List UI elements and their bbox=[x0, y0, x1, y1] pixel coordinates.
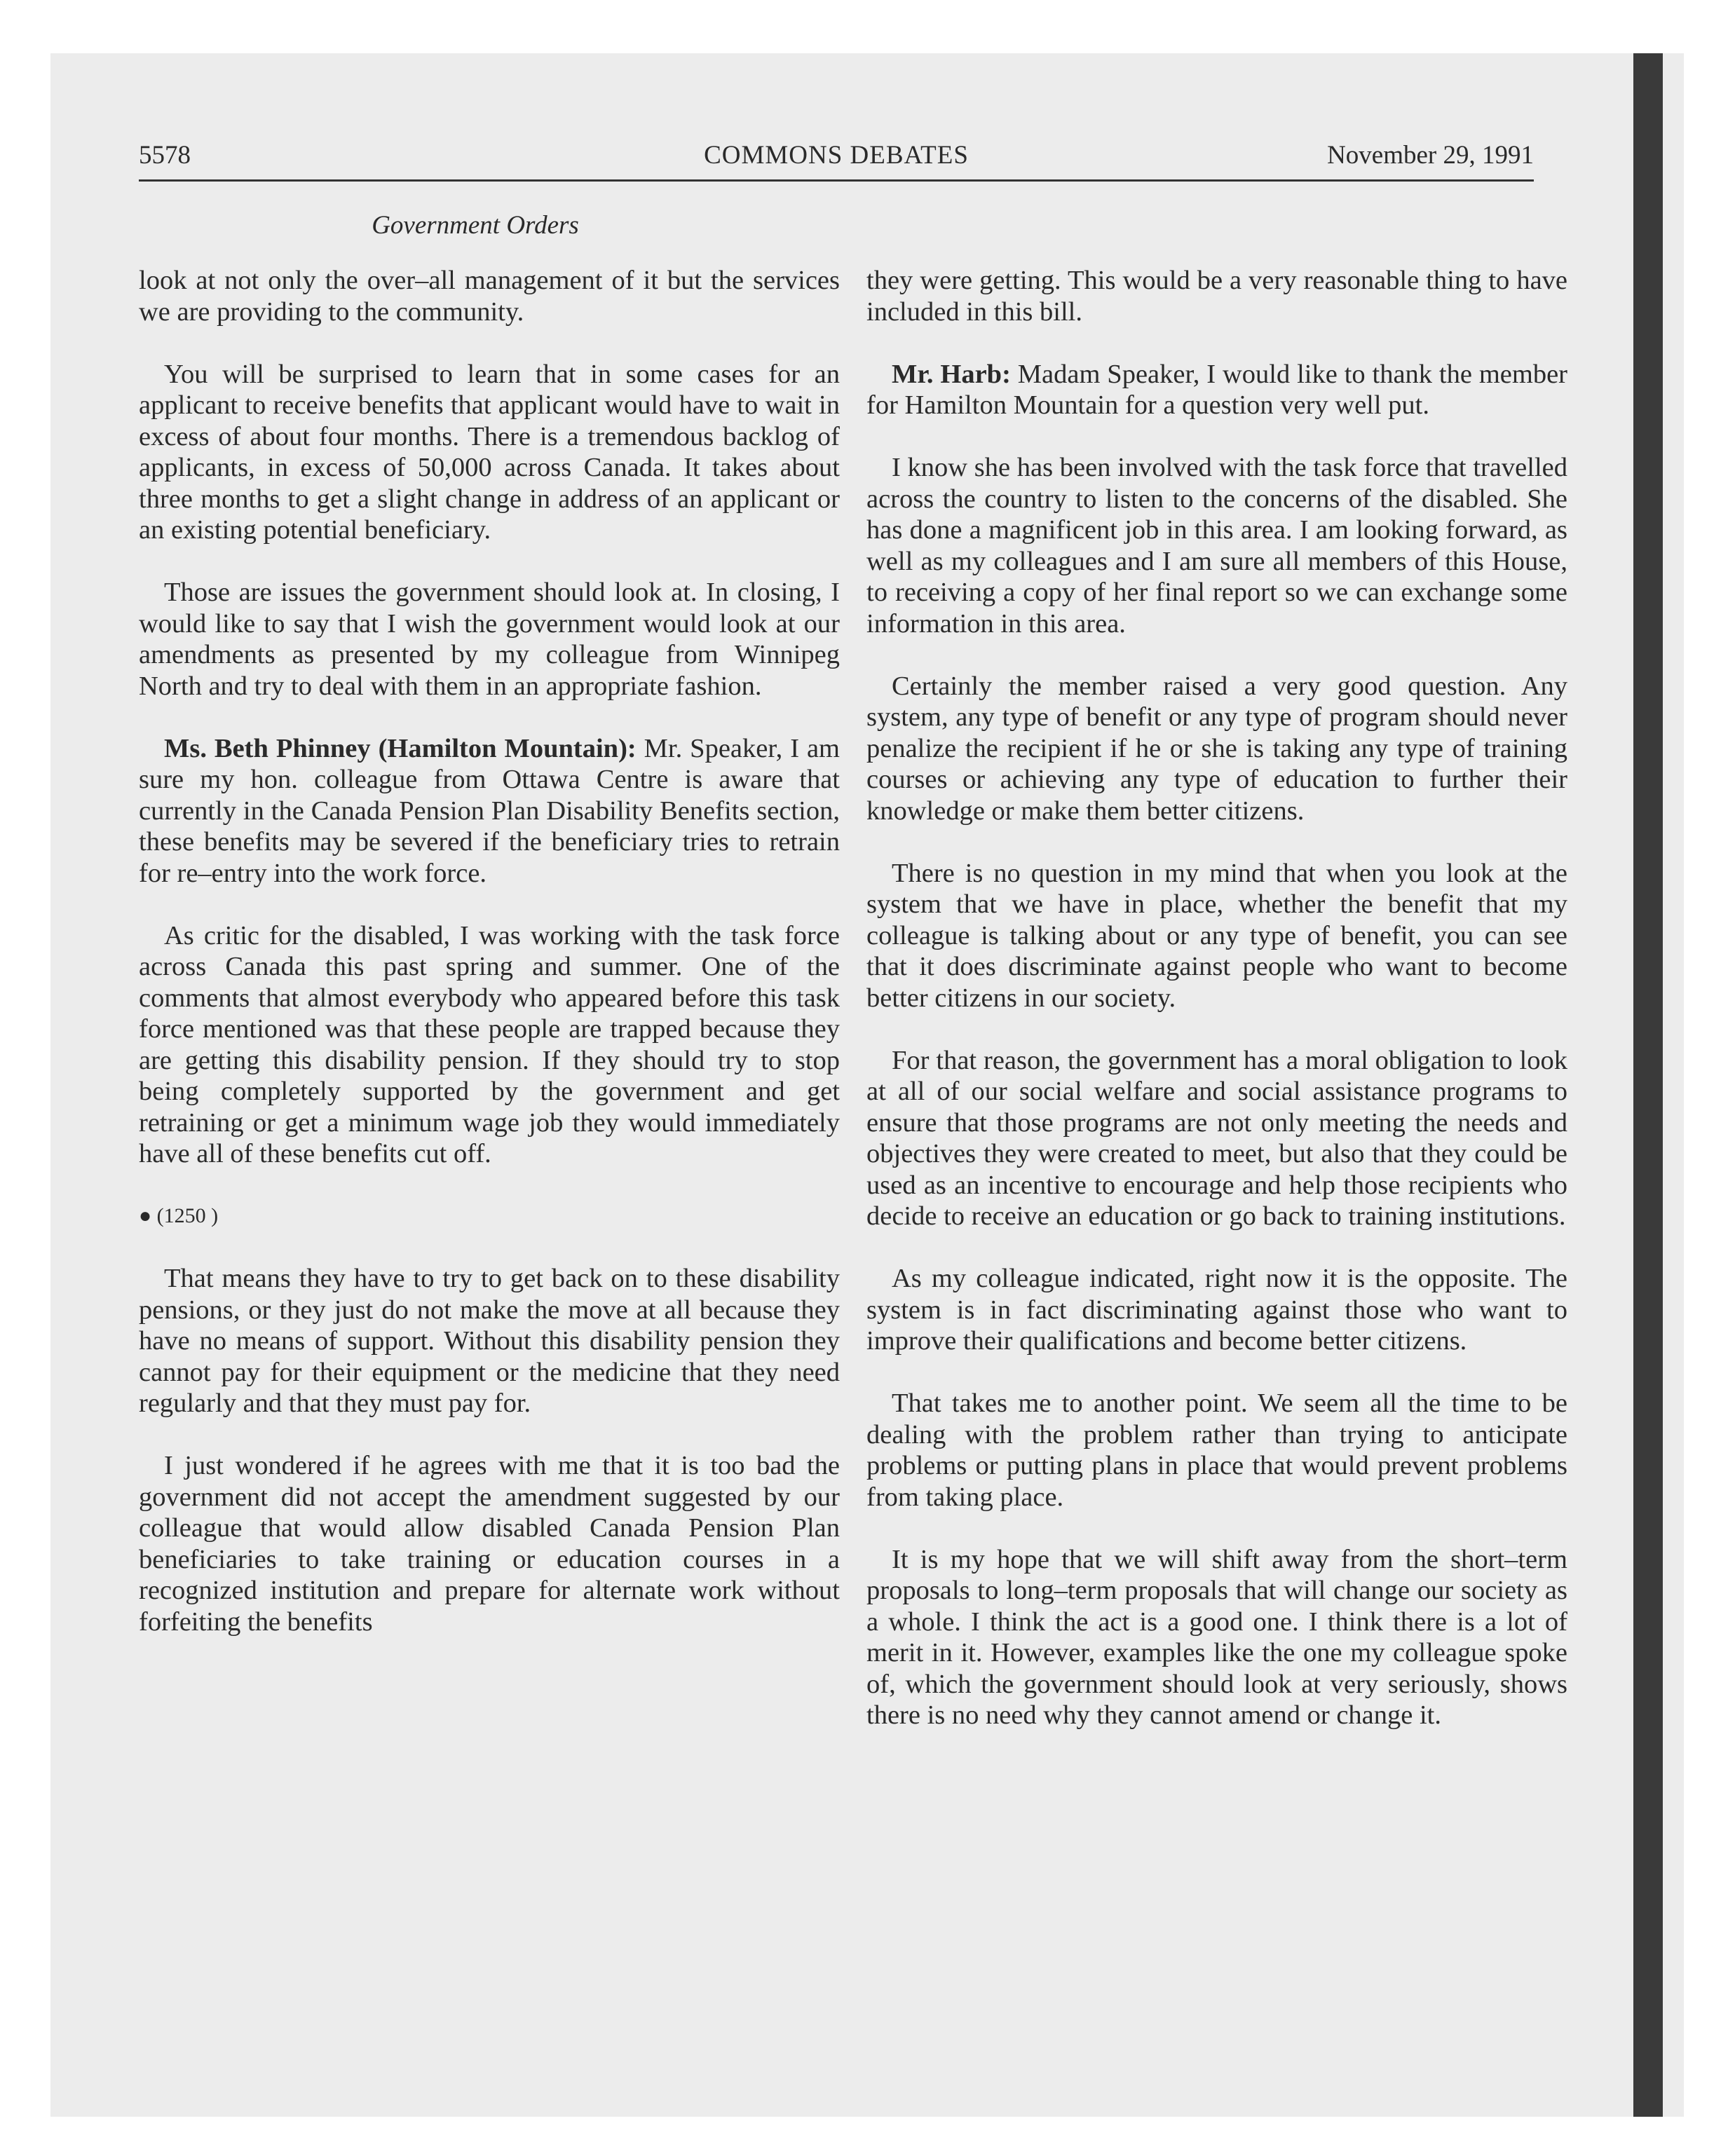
paragraph: I know she has been involved with the task force that travelled across the country to listen to the concerns of the disabled. She has done a magnificent job in this area. I am looking forward, as well as my colleagues and I am sure all members of this House, to receiving a copy of her final report so we can exchange some information in this area. bbox=[866, 453, 1567, 639]
page-header bbox=[139, 137, 1534, 182]
paragraph: they were getting. This would be a very reasonable thing to have included in this bill. bbox=[866, 266, 1567, 327]
right-column bbox=[866, 265, 1567, 1762]
section-heading: Government Orders bbox=[372, 211, 579, 240]
paragraph: That takes me to another point. We seem all the time to be dealing with the problem rather than trying to anticipate problems or putting plans in place that would prevent problems from taking place. bbox=[866, 1389, 1567, 1512]
paragraph: As my colleague indicated, right now it is the opposite. The system is in fact discriminating against those who want to improve their qualifications and become better citizens. bbox=[866, 1264, 1567, 1356]
paragraph: Certainly the member raised a very good question. Any system, any type of benefit or any type of program should never penalize the recipient if he or she is taking any type of training courses or achieving any type of education to further their knowledge or make them better citizens. bbox=[866, 671, 1567, 826]
paragraph: For that reason, the government has a moral obligation to look at all of our social welfare and social assistance programs to ensure that those programs are not only meeting the needs and objectives they were created to meet, but also that they could be used as an incentive to encourage and help those recipients who decide to receive an education or go back to training institutions. bbox=[866, 1045, 1567, 1231]
paragraph: look at not only the over–all management of it but the services we are providing to the community. bbox=[139, 266, 840, 327]
header-date: November 29, 1991 bbox=[1327, 141, 1534, 170]
paragraph: Those are issues the government should look at. In closing, I would like to say that I wish the government would look at our amendments as presented by my colleague from Winnipeg North and try to deal with them in an appropriate fashion. bbox=[139, 578, 840, 701]
paragraph: There is no question in my mind that when you look at the system that we have in place, whether the benefit that my colleague is talking about or any type of benefit, you can see that it does discriminate against people who want to become better citizens in our society. bbox=[866, 858, 1567, 1013]
page-number: 5578 bbox=[139, 141, 191, 170]
paragraph: You will be surprised to learn that in some cases for an applicant to receive benefits that applicant would have to wait in excess of about four months. There is a tremendous backlog of applicants, in excess of 50,000 across Canada. It takes about three months to get a slight change in address of an applicant or an existing potential beneficiary. bbox=[139, 359, 840, 545]
paragraph: As critic for the disabled, I was working with the task force across Canada this past spring and summer. One of the comments that almost everybody who appeared before this task force mentioned was that these people are trapped because they are getting this disability pension. If they should try to stop being completely supported by the government and get retraining or get a minimum wage job they would immediately have all of these benefits cut off. bbox=[139, 920, 840, 1168]
publication-title: COMMONS DEBATES bbox=[704, 141, 969, 170]
speech-paragraph bbox=[139, 733, 840, 889]
left-column bbox=[139, 265, 840, 1669]
speech-text: Madam Speaker, I would like to thank the member for Hamilton Mountain for a question very well put. bbox=[866, 359, 1567, 420]
speech-text: Mr. Speaker, I am sure my hon. colleague from Ottawa Centre is aware that currently in the Canada Pension Plan Disability Benefits section, these benefits may be severed if the beneficiary tries to retrain for re–entry into the work force. bbox=[139, 733, 840, 888]
paragraph: I just wondered if he agrees with me that it is too bad the government did not accept the amendment suggested by our colleague that would allow disabled Canada Pension Plan beneficiaries to take training or education courses in a recognized institution and prepare for alternate work without forfeiting the benefits bbox=[139, 1451, 840, 1637]
time-marker: ● (1250 ) bbox=[139, 1204, 219, 1227]
scan-edge-shadow bbox=[1633, 53, 1663, 2117]
paragraph: That means they have to try to get back on to these disability pensions, or they just do not make the move at all because they have no means of support. Without this disability pension they cannot pay for their equipment or the medicine that they need regularly and that they must pay for. bbox=[139, 1264, 840, 1418]
paragraph: It is my hope that we will shift away from the short–term proposals to long–term proposals that will change our society as a whole. I think the act is a good one. I think there is a lot of merit in it. However, examples like the one my colleague spoke of, which the government should look at very seriously, shows there is no need why they cannot amend or change it. bbox=[866, 1544, 1567, 1730]
speech-paragraph bbox=[866, 359, 1567, 421]
speaker-name: Ms. Beth Phinney (Hamilton Mountain): bbox=[164, 733, 637, 763]
speaker-name: Mr. Harb: bbox=[892, 359, 1011, 389]
